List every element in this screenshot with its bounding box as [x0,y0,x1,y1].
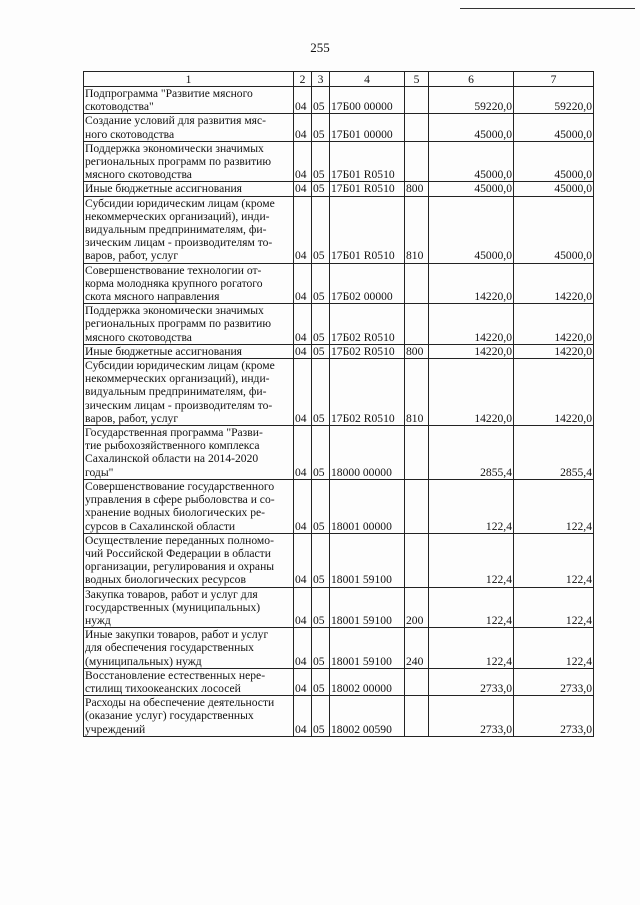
table-row [84,426,594,480]
amount-year-1: 2733,0 [429,696,514,737]
subsection-code: 05 [312,196,330,263]
table-row [84,304,594,345]
subsection-code: 05 [312,533,330,587]
expense-type-code [405,141,429,182]
row-name: Субсидии юридическим лицам (кроме некоммерческих организаций), инди- видуальным предпринимателям, фи- зическим лицам - производителям то- варов, работ, услуг [84,359,294,426]
amount-year-1: 122,4 [429,587,514,628]
subsection-code: 05 [312,628,330,669]
section-code: 04 [294,114,312,141]
section-code: 04 [294,696,312,737]
amount-year-2: 14220,0 [514,359,594,426]
table-row [84,587,594,628]
target-article-code: 18000 00000 [330,426,405,480]
amount-year-2: 2733,0 [514,668,594,695]
header-row [84,72,594,87]
subsection-code: 05 [312,87,330,114]
expense-type-code: 800 [405,182,429,196]
row-name: Подпрограмма "Развитие мясного скотоводства" [84,87,294,114]
amount-year-2: 45000,0 [514,196,594,263]
table-body [84,72,594,737]
amount-year-1: 2733,0 [429,668,514,695]
page-number: 255 [310,40,330,55]
target-article-code: 18002 00000 [330,668,405,695]
column-header-2: 2 [294,72,312,87]
table-row [84,479,594,533]
amount-year-2: 14220,0 [514,304,594,345]
target-article-code: 17Б01 00000 [330,114,405,141]
amount-year-2: 14220,0 [514,263,594,304]
target-article-code: 17Б01 R0510 [330,182,405,196]
amount-year-1: 122,4 [429,628,514,669]
amount-year-2: 2855,4 [514,426,594,480]
target-article-code: 17Б02 R0510 [330,344,405,358]
row-name: Восстановление естественных нере- стилищ тихоокеанских лососей [84,668,294,695]
amount-year-1: 14220,0 [429,263,514,304]
target-article-code: 18002 00590 [330,696,405,737]
target-article-code: 18001 59100 [330,533,405,587]
section-code: 04 [294,344,312,358]
section-code: 04 [294,141,312,182]
row-name: Субсидии юридическим лицам (кроме некоммерческих организаций), инди- видуальным предпринимателям, фи- зическим лицам - производителям то- варов, работ, услуг [84,196,294,263]
section-code: 04 [294,533,312,587]
expense-type-code: 240 [405,628,429,669]
table-row [84,628,594,669]
column-header-5: 5 [405,72,429,87]
section-code: 04 [294,479,312,533]
amount-year-2: 122,4 [514,587,594,628]
column-header-4: 4 [330,72,405,87]
amount-year-1: 14220,0 [429,304,514,345]
amount-year-2: 14220,0 [514,344,594,358]
column-header-7: 7 [514,72,594,87]
section-code: 04 [294,628,312,669]
target-article-code: 17Б02 00000 [330,263,405,304]
target-article-code: 18001 59100 [330,628,405,669]
section-code: 04 [294,182,312,196]
expense-type-code [405,696,429,737]
budget-table [83,71,594,737]
table-row [84,114,594,141]
expense-type-code: 200 [405,587,429,628]
subsection-code: 05 [312,344,330,358]
amount-year-1: 122,4 [429,479,514,533]
row-name: Закупка товаров, работ и услуг для государственных (муниципальных) нужд [84,587,294,628]
column-header-6: 6 [429,72,514,87]
row-name: Совершенствование государственного управления в сфере рыболовства и со- хранение водных биологических ре- сурсов в Сахалинской области [84,479,294,533]
expense-type-code: 810 [405,196,429,263]
row-name: Иные бюджетные ассигнования [84,344,294,358]
table-row [84,533,594,587]
row-name: Создание условий для развития мяс- ного скотоводства [84,114,294,141]
target-article-code: 17Б01 R0510 [330,196,405,263]
row-name: Иные закупки товаров, работ и услуг для обеспечения государственных (муниципальных) нужд [84,628,294,669]
section-code: 04 [294,587,312,628]
row-name: Государственная программа "Разви- тие рыбохозяйственного комплекса Сахалинской области на 2014-2020 годы" [84,426,294,480]
section-code: 04 [294,196,312,263]
amount-year-1: 45000,0 [429,114,514,141]
subsection-code: 05 [312,668,330,695]
subsection-code: 05 [312,479,330,533]
table-row [84,141,594,182]
table-row [84,196,594,263]
amount-year-1: 45000,0 [429,182,514,196]
expense-type-code [405,114,429,141]
subsection-code: 05 [312,182,330,196]
subsection-code: 05 [312,426,330,480]
expense-type-code [405,479,429,533]
amount-year-2: 2733,0 [514,696,594,737]
table-row [84,182,594,196]
section-code: 04 [294,359,312,426]
target-article-code: 17Б01 R0510 [330,141,405,182]
amount-year-1: 45000,0 [429,196,514,263]
table-row [84,263,594,304]
target-article-code: 17Б02 R0510 [330,359,405,426]
section-code: 04 [294,668,312,695]
section-code: 04 [294,426,312,480]
column-header-3: 3 [312,72,330,87]
amount-year-1: 2855,4 [429,426,514,480]
amount-year-1: 122,4 [429,533,514,587]
subsection-code: 05 [312,141,330,182]
top-rule [460,8,635,9]
amount-year-1: 14220,0 [429,359,514,426]
target-article-code: 18001 59100 [330,587,405,628]
expense-type-code [405,668,429,695]
target-article-code: 17Б02 R0510 [330,304,405,345]
row-name: Иные бюджетные ассигнования [84,182,294,196]
row-name: Поддержка экономически значимых региональных программ по развитию мясного скотоводства [84,304,294,345]
amount-year-1: 14220,0 [429,344,514,358]
row-name: Расходы на обеспечение деятельности (оказание услуг) государственных учреждений [84,696,294,737]
expense-type-code: 810 [405,359,429,426]
subsection-code: 05 [312,696,330,737]
row-name: Совершенствование технологии от- корма молодняка крупного рогатого скота мясного направления [84,263,294,304]
expense-type-code [405,533,429,587]
amount-year-2: 59220,0 [514,87,594,114]
row-name: Поддержка экономически значимых региональных программ по развитию мясного скотоводства [84,141,294,182]
target-article-code: 18001 00000 [330,479,405,533]
table-row [84,359,594,426]
expense-type-code [405,304,429,345]
expense-type-code [405,87,429,114]
amount-year-2: 122,4 [514,479,594,533]
expense-type-code [405,263,429,304]
section-code: 04 [294,304,312,345]
amount-year-1: 45000,0 [429,141,514,182]
amount-year-2: 45000,0 [514,141,594,182]
subsection-code: 05 [312,263,330,304]
expense-type-code: 800 [405,344,429,358]
section-code: 04 [294,263,312,304]
subsection-code: 05 [312,587,330,628]
subsection-code: 05 [312,304,330,345]
table-row [84,668,594,695]
subsection-code: 05 [312,359,330,426]
subsection-code: 05 [312,114,330,141]
amount-year-1: 59220,0 [429,87,514,114]
amount-year-2: 122,4 [514,628,594,669]
target-article-code: 17Б00 00000 [330,87,405,114]
column-header-1: 1 [84,72,294,87]
amount-year-2: 45000,0 [514,182,594,196]
amount-year-2: 122,4 [514,533,594,587]
section-code: 04 [294,87,312,114]
table-row [84,344,594,358]
table-row [84,696,594,737]
row-name: Осуществление переданных полномо- чий Российской Федерации в области организации, регулирования и охраны водных биологических ресурсов [84,533,294,587]
amount-year-2: 45000,0 [514,114,594,141]
table-row [84,87,594,114]
expense-type-code [405,426,429,480]
